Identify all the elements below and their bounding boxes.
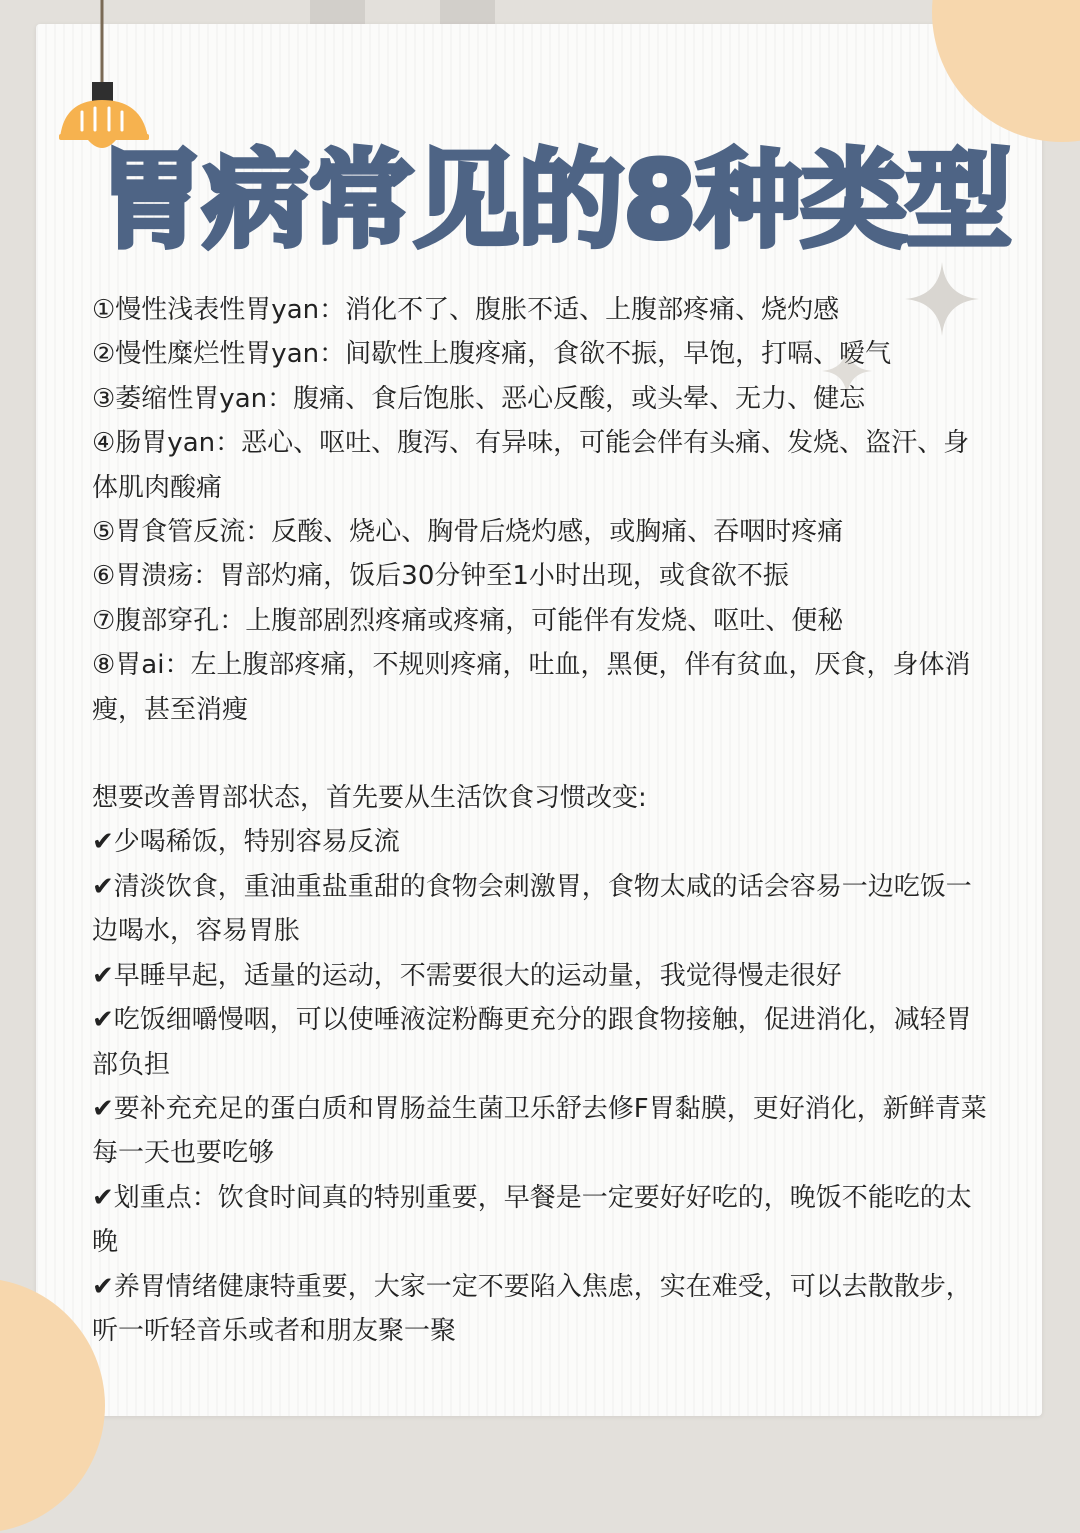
page-title: 胃病常见的8种类型 [98,139,1011,262]
tip-item: ✔划重点：饮食时间真的特别重要，早餐是一定要好好吃的，晚饭不能吃的太晚 [92,1182,972,1258]
type-item: ⑥胃溃疡：胃部灼痛，饭后30分钟至1小时出现，或食欲不振 [92,561,789,592]
type-item: ⑤胃食管反流：反酸、烧心、胸骨后烧灼感，或胸痛、吞咽时疼痛 [92,517,844,548]
section-spacer [92,732,987,776]
type-item: ②慢性糜烂性胃yan：间歇性上腹疼痛，食欲不振，早饱，打嗝、嗳气 [92,339,892,370]
type-item: ⑧胃ai：左上腹部疼痛，不规则疼痛，吐血，黑便，伴有贫血，厌食，身体消瘦，甚至消瘦 [92,650,971,725]
tip-item: ✔要补充充足的蛋白质和胃肠益生菌卫乐舒去修F胃黏膜，更好消化，新鲜青菜每一天也要吃够 [92,1093,987,1169]
tip-item: ✔少喝稀饭，特别容易反流 [92,827,400,858]
tip-item: ✔吃饭细嚼慢咽，可以使唾液淀粉酶更充分的跟食物接触，促进消化，减轻胃部负担 [92,1005,972,1080]
type-item: ③萎缩性胃yan：腹痛、食后饱胀、恶心反酸，或头晕、无力、健忘 [92,383,866,414]
tip-item: ✔养胃情绪健康特重要，大家一定不要陷入焦虑，实在难受，可以去散散步，听一听轻音乐或者和朋友聚一聚 [92,1271,972,1346]
type-item: ①慢性浅表性胃yan：消化不了、腹胀不适、上腹部疼痛、烧灼感 [92,295,840,325]
tip-item: ✔清淡饮食，重油重盐重甜的食物会刺激胃，食物太咸的话会容易一边吃饭一边喝水，容易胃胀 [92,871,972,947]
advice-intro: 想要改善胃部状态，首先要从生活饮食习惯改变: [92,783,647,814]
tip-item: ✔早睡早起，适量的运动，不需要很大的运动量，我觉得慢走很好 [92,960,842,991]
type-item: ④肠胃yan：恶心、呕吐、腹泻、有异味，可能会伴有头痛、发烧、盗汗、身体肌肉酸痛 [92,428,970,503]
type-item: ⑦腹部穿孔：上腹部剧烈疼痛或疼痛，可能伴有发烧、呕吐、便秘 [92,605,844,636]
article-body [92,288,987,1353]
